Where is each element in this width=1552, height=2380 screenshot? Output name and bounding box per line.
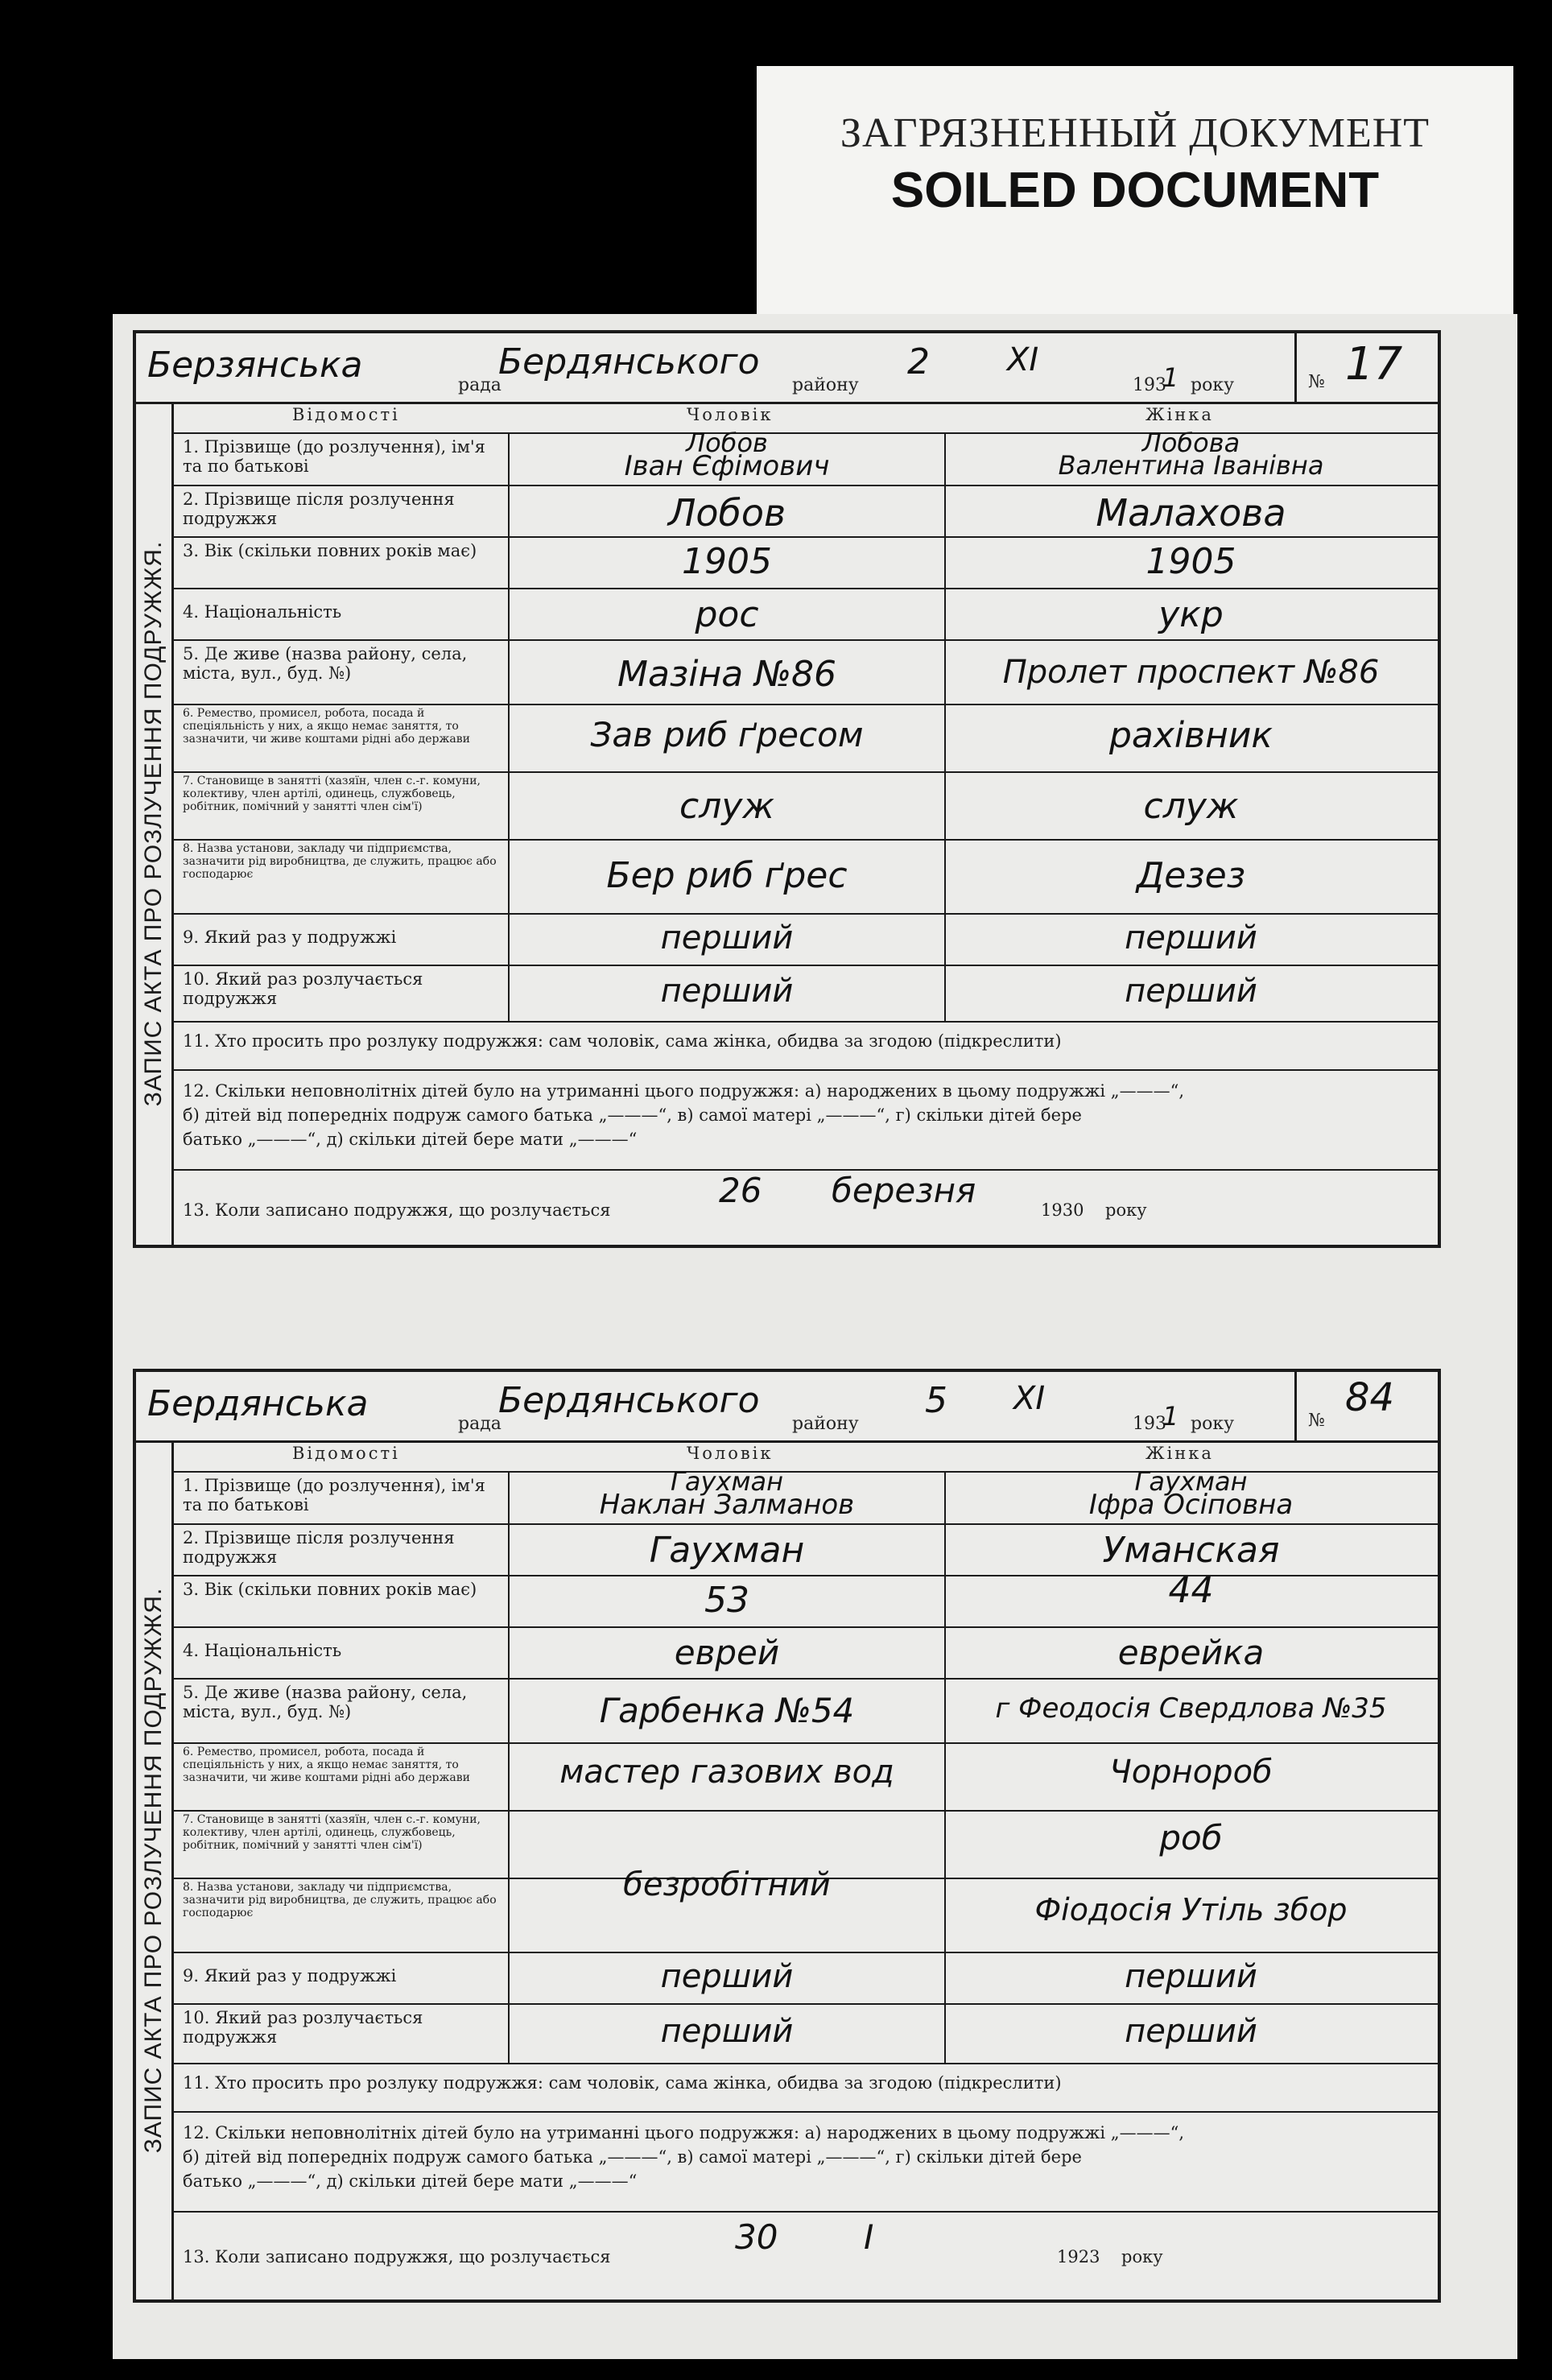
man-cell	[510, 1575, 946, 1626]
date-day: 2	[907, 341, 930, 382]
registered-day: 30	[735, 2217, 778, 2257]
raion-label: району	[792, 1414, 859, 1434]
year-digit: 1	[1162, 362, 1179, 393]
man-residence: Гарбенка №54	[599, 1691, 855, 1730]
col-cholovik: Чоловік	[687, 405, 774, 424]
row-registered	[171, 2213, 1438, 2299]
woman-surname-after: Малахова	[1096, 491, 1286, 535]
woman-occupation: Чорнороб	[1109, 1754, 1273, 1791]
row-registered	[171, 1171, 1438, 1245]
woman-residence: г Феодосія Свердлова №35	[995, 1692, 1387, 1725]
date-month: XI	[1013, 1380, 1046, 1417]
woman-divorce-no: перший	[1125, 2013, 1257, 2050]
row-nationality	[171, 1626, 1438, 1680]
raion-label: району	[792, 375, 859, 395]
year-digit: 1	[1162, 1401, 1179, 1432]
roku-label: року	[1191, 1414, 1235, 1434]
woman-marriage-no: перший	[1125, 1958, 1257, 1995]
woman-age: 1905	[1145, 541, 1236, 582]
man-age: 53	[704, 1580, 749, 1621]
man-cell	[510, 485, 946, 536]
woman-institution: Фіодосія Утіль збор	[1034, 1892, 1348, 1928]
registered-month: I	[864, 2217, 874, 2257]
woman-cell	[944, 536, 1438, 588]
rada-label: рада	[458, 1414, 502, 1434]
stamp-russian-text: ЗАГРЯЗНЕННЫЙ ДОКУМЕНТ	[840, 110, 1430, 156]
row-label: 10. Який раз розлучається подружжя	[171, 965, 510, 1021]
row-label: 4. Національність	[171, 1626, 510, 1678]
man-occupation: Зав риб ґресом	[590, 715, 864, 754]
woman-marriage-no: перший	[1125, 919, 1257, 957]
district-name: Бердянського	[498, 341, 760, 382]
woman-cell	[944, 1626, 1438, 1678]
row-label: 6. Ремество, промисел, робота, посада й спеціяльність у них, а якщо немає заняття, то зазначити, чи живе коштами рідні або держави	[171, 704, 510, 771]
registered-year: 1930	[1041, 1200, 1084, 1220]
col-vidomosti: Відомості	[292, 1444, 400, 1463]
row-label: 6. Ремество, промисел, робота, посада й спеціяльність у них, а якщо немає заняття, то зазначити, чи живе коштами рідні або держави	[171, 1742, 510, 1810]
number-sign: №	[1308, 1411, 1325, 1431]
woman-occupation: рахівник	[1108, 715, 1273, 756]
man-cell	[510, 536, 946, 588]
man-divorce-no: перший	[660, 2013, 794, 2050]
row-occupation	[171, 704, 1438, 773]
woman-cell	[944, 639, 1438, 704]
row-age	[171, 1570, 1438, 1628]
children-line-b: б) дітей від попередніх подруж самого батька „———“, в) самої матері „———“, г) скільки дітей бере	[183, 1105, 1082, 1125]
man-name: Наклан Залманов	[599, 1489, 855, 1521]
row-surname-after	[171, 485, 1438, 538]
man-cell	[510, 1742, 946, 1810]
row-divorce-number	[171, 2003, 1438, 2064]
row-marriage-number	[171, 1952, 1438, 2005]
man-surname-before: Лобов	[686, 428, 768, 458]
man-cell	[510, 1678, 946, 1742]
children-line-b: б) дітей від попередніх подруж самого батька „———“, в) самої матері „———“, г) скільки дітей бере	[183, 2147, 1082, 2167]
council-name: Берзянська	[147, 345, 363, 386]
row-who-requests: 11. Хто просить про розлуку подружжя: сам чоловік, сама жінка, обидва за згодою (підкреслити)	[171, 2063, 1438, 2113]
row-label: 9. Який раз у подружжі	[171, 913, 510, 965]
year-prefix: 193	[1133, 375, 1166, 395]
row-label: 3. Вік (скільки повних років має)	[171, 536, 510, 588]
council-name: Бердянська	[147, 1383, 369, 1424]
woman-cell	[944, 704, 1438, 771]
woman-divorce-no: перший	[1125, 973, 1257, 1010]
divorce-record-card-2	[133, 1369, 1441, 2303]
woman-cell	[944, 839, 1438, 913]
woman-cell	[944, 913, 1438, 965]
registered-year: 1923	[1057, 2247, 1100, 2266]
woman-cell	[944, 1466, 1438, 1523]
man-cell	[510, 913, 946, 965]
man-cell	[510, 704, 946, 771]
registered-roku: року	[1121, 2247, 1163, 2266]
date-day: 5	[925, 1380, 947, 1421]
woman-cell	[944, 1742, 1438, 1810]
woman-cell	[944, 965, 1438, 1021]
rada-label: рада	[458, 375, 502, 395]
woman-cell	[944, 1878, 1438, 1952]
man-status: служ	[679, 786, 774, 827]
number-sign: №	[1308, 372, 1325, 392]
man-cell	[510, 839, 946, 913]
row-label: 5. Де живе (назва району, села, міста, вул., буд. №)	[171, 639, 510, 704]
row-label: 8. Назва установи, закладу чи підприємства, зазначити рід виробництва, де служить, працює або господарює	[171, 839, 510, 913]
man-surname-after: Лобов	[667, 491, 786, 535]
row-surname-before	[171, 1466, 1438, 1525]
man-cell	[510, 1626, 946, 1678]
man-cell	[510, 639, 946, 704]
man-cell	[510, 1866, 946, 1952]
man-cell	[510, 428, 946, 485]
woman-cell	[944, 485, 1438, 536]
registered-roku: року	[1105, 1200, 1147, 1220]
man-cell	[510, 2003, 946, 2063]
man-cell	[510, 1952, 946, 2003]
woman-name: Валентина Іванівна	[1058, 450, 1324, 481]
woman-surname-before: Лобова	[1141, 428, 1240, 458]
record-number-box	[1294, 1372, 1438, 1440]
row-label: 10. Який раз розлучається подружжя	[171, 2003, 510, 2063]
man-divorce-no: перший	[660, 973, 794, 1010]
row-status	[171, 771, 1438, 841]
woman-cell	[944, 588, 1438, 639]
woman-status: служ	[1143, 786, 1239, 827]
row-institution	[171, 839, 1438, 915]
row-label: 2. Прізвище після розлучення подружжя	[171, 1523, 510, 1575]
man-age: 1905	[682, 541, 772, 582]
row-residence	[171, 1678, 1438, 1744]
row-label: 2. Прізвище після розлучення подружжя	[171, 485, 510, 536]
woman-cell	[944, 1810, 1438, 1878]
man-name: Іван Єфімович	[624, 450, 830, 482]
man-nationality: рос	[695, 594, 759, 635]
man-marriage-no: перший	[660, 1958, 794, 1995]
col-zhinka: Жінка	[1145, 405, 1214, 424]
stamp-english-text: SOILED DOCUMENT	[890, 163, 1380, 218]
woman-cell	[944, 1570, 1438, 1626]
record-number: 84	[1345, 1375, 1395, 1420]
woman-surname-before: Гаухман	[1134, 1466, 1248, 1497]
date-month: XI	[1007, 341, 1039, 378]
man-cell	[510, 588, 946, 639]
divorce-record-card-1	[133, 330, 1441, 1248]
registered-label: 13. Коли записано подружжя, що розлучається	[183, 2247, 611, 2266]
card-header	[136, 333, 1438, 404]
woman-cell	[944, 1952, 1438, 2003]
woman-residence: Пролет проспект №86	[1002, 654, 1380, 691]
sidebar-label: ЗАПИС АКТА ПРО РОЗЛУЧЕННЯ ПОДРУЖЖЯ.	[140, 540, 167, 1106]
row-label: 4. Національність	[171, 588, 510, 639]
sidebar-label: ЗАПИС АКТА ПРО РОЗЛУЧЕННЯ ПОДРУЖЖЯ.	[140, 1587, 167, 2153]
row-surname-before	[171, 428, 1438, 486]
man-marriage-no: перший	[660, 919, 794, 957]
district-name: Бердянського	[498, 1380, 760, 1421]
record-number-box	[1294, 333, 1438, 402]
row-label: 3. Вік (скільки повних років має)	[171, 1575, 510, 1626]
row-nationality	[171, 588, 1438, 641]
woman-cell	[944, 1523, 1438, 1575]
roku-label: року	[1191, 375, 1235, 395]
row-surname-after	[171, 1523, 1438, 1576]
children-line-a: 12. Скільки неповнолітніх дітей було на утриманні цього подружжя: а) народжених в цьому подружжі „———“,	[183, 2123, 1185, 2142]
woman-cell	[944, 2003, 1438, 2063]
row-label: 8. Назва установи, закладу чи підприємства, зазначити рід виробництва, де служить, працює або господарює	[171, 1878, 510, 1952]
woman-age: 44	[1168, 1570, 1214, 1611]
children-line-c: батько „———“, д) скільки дітей бере мати „———“	[183, 1130, 638, 1149]
row-label: 7. Становище в занятті (хазяїн, член с.-г. комуни, колективу, член артілі, одинець, службовець, робітник, помічний у занятті член сім'ї)	[171, 771, 510, 839]
man-cell	[510, 1466, 946, 1523]
man-residence: Мазіна №86	[617, 654, 836, 695]
row-occupation	[171, 1742, 1438, 1812]
row-age	[171, 536, 1438, 589]
row-children	[171, 2113, 1438, 2213]
row-marriage-number	[171, 913, 1438, 966]
children-line-c: батько „———“, д) скільки дітей бере мати „———“	[183, 2171, 638, 2191]
sidebar-title	[136, 402, 174, 1245]
row-who-requests: 11. Хто просить про розлуку подружжя: сам чоловік, сама жінка, обидва за згодою (підкреслити)	[171, 1021, 1438, 1071]
man-occupation: мастер газових вод	[559, 1754, 894, 1791]
row-label: 1. Прізвище (до розлучення), ім'я та по батькові	[171, 432, 510, 485]
woman-status: роб	[1159, 1818, 1223, 1857]
row-institution	[171, 1866, 1438, 1953]
woman-cell	[944, 1678, 1438, 1742]
man-surname-after: Гаухман	[649, 1530, 805, 1571]
man-surname-before: Гаухман	[671, 1466, 783, 1497]
registered-month: березня	[832, 1171, 976, 1210]
woman-institution: Дезез	[1136, 855, 1246, 896]
registered-day: 26	[719, 1171, 762, 1210]
man-cell	[510, 771, 946, 839]
man-institution: Бер риб ґрес	[606, 855, 848, 896]
woman-cell	[944, 771, 1438, 839]
children-line-a: 12. Скільки неповнолітніх дітей було на утриманні цього подружжя: а) народжених в цьому подружжі „———“,	[183, 1081, 1185, 1101]
man-institution: безробітний	[623, 1866, 831, 1903]
col-cholovik: Чоловік	[687, 1444, 774, 1463]
row-children	[171, 1071, 1438, 1171]
card-header	[136, 1372, 1438, 1443]
sidebar-title	[136, 1440, 174, 2299]
row-divorce-number	[171, 965, 1438, 1023]
row-label: 9. Який раз у подружжі	[171, 1952, 510, 2003]
record-number: 17	[1345, 338, 1403, 390]
woman-nationality: укр	[1158, 594, 1224, 635]
man-cell	[510, 965, 946, 1021]
year-prefix: 193	[1133, 1414, 1166, 1434]
man-nationality: еврей	[674, 1633, 780, 1672]
row-label: 7. Становище в занятті (хазяїн, член с.-г. комуни, колективу, член артілі, одинець, службовець, робітник, помічний у занятті член сім'ї)	[171, 1810, 510, 1878]
soiled-document-stamp	[757, 66, 1513, 322]
woman-cell	[944, 428, 1438, 485]
col-vidomosti: Відомості	[292, 405, 400, 424]
woman-nationality: еврейка	[1117, 1633, 1265, 1672]
registered-label: 13. Коли записано подружжя, що розлучається	[183, 1200, 611, 1220]
man-cell	[510, 1523, 946, 1575]
row-label: 1. Прізвище (до розлучення), ім'я та по батькові	[171, 1471, 510, 1523]
row-residence	[171, 639, 1438, 705]
row-label: 5. Де живе (назва району, села, міста, вул., буд. №)	[171, 1678, 510, 1742]
woman-name: Іфра Осіповна	[1088, 1489, 1294, 1521]
col-zhinka: Жінка	[1145, 1444, 1214, 1463]
woman-surname-after: Уманская	[1102, 1530, 1280, 1571]
